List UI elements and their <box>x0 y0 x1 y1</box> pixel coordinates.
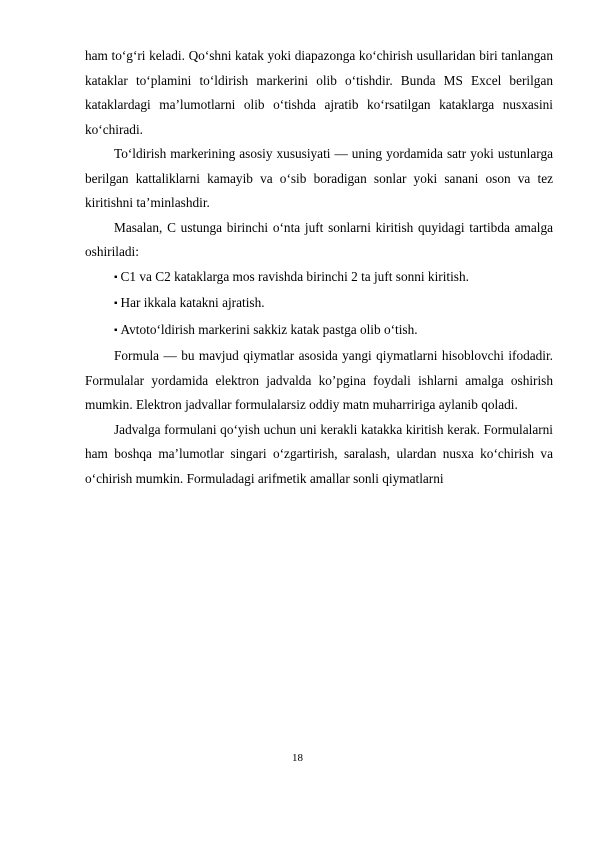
paragraph-3: Masalan, C ustunga birinchi o‘nta juft sonlarni kiritish quyidagi tartibda amalga oshiriladi: <box>85 219 553 259</box>
bullet-item-3 <box>85 318 553 345</box>
bullet-text: Har ikkala katakni ajratish. <box>120 295 265 310</box>
bullet-marker-icon: ▪ <box>114 298 118 309</box>
page-body <box>85 44 553 491</box>
paragraph-1: ham to‘g‘ri keladi. Qo‘shni katak yoki diapazonga ko‘chirish usullaridan biri tanlangan kataklar to‘plamini to‘ldirish markerini olib o‘tishdir. Bunda MS Excel berilgan kataklardagi ma’lumotlarni olib o‘tishda ajratib ko‘rsatilgan kataklarga nusxasini ko‘chiradi. <box>85 48 553 137</box>
bullet-marker-icon: ▪ <box>114 271 118 283</box>
paragraph-5: Jadvalga formulani qo‘yish uchun uni kerakli katakka kiritish kerak. Formulalarni ham boshqa ma’lumotlar singari o‘zgartirish, saralash, ulardan nusxa ko‘chirish va o‘chirish mumkin. Formuladagi arifmetik amallar sonli qiymatlarni <box>85 421 553 486</box>
bullet-list <box>85 265 553 345</box>
bullet-item-2 <box>85 291 553 318</box>
paragraph-4: Formula — bu mavjud qiymatlar asosida yangi qiymatlarni hisoblovchi ifodadir. Formulalar yordamida elektron jadvalda ko’pgina foydali ishlarni amalga oshirish mumkin. Elektron jadvallar formulalarsiz oddiy matn muharririga aylanib qoladi. <box>85 348 553 412</box>
bullet-item-1 <box>85 265 553 292</box>
bullet-text: Avtoto‘ldirish markerini sakkiz katak pastga olib o‘tish. <box>120 321 418 337</box>
bullet-marker-icon: ▪ <box>114 324 118 336</box>
paragraph-2: To‘ldirish markerining asosiy xususiyati — uning yordamida satr yoki ustunlarga berilgan kattaliklarni kamayib va o‘sib boradigan sonlar yoki sanani oson va tez kiritishni ta’minlashdir. <box>85 146 553 210</box>
bullet-text: C1 va C2 kataklarga mos ravishda birinchi 2 ta juft sonni kiritish. <box>120 268 469 284</box>
page-number: 18 <box>292 752 303 764</box>
